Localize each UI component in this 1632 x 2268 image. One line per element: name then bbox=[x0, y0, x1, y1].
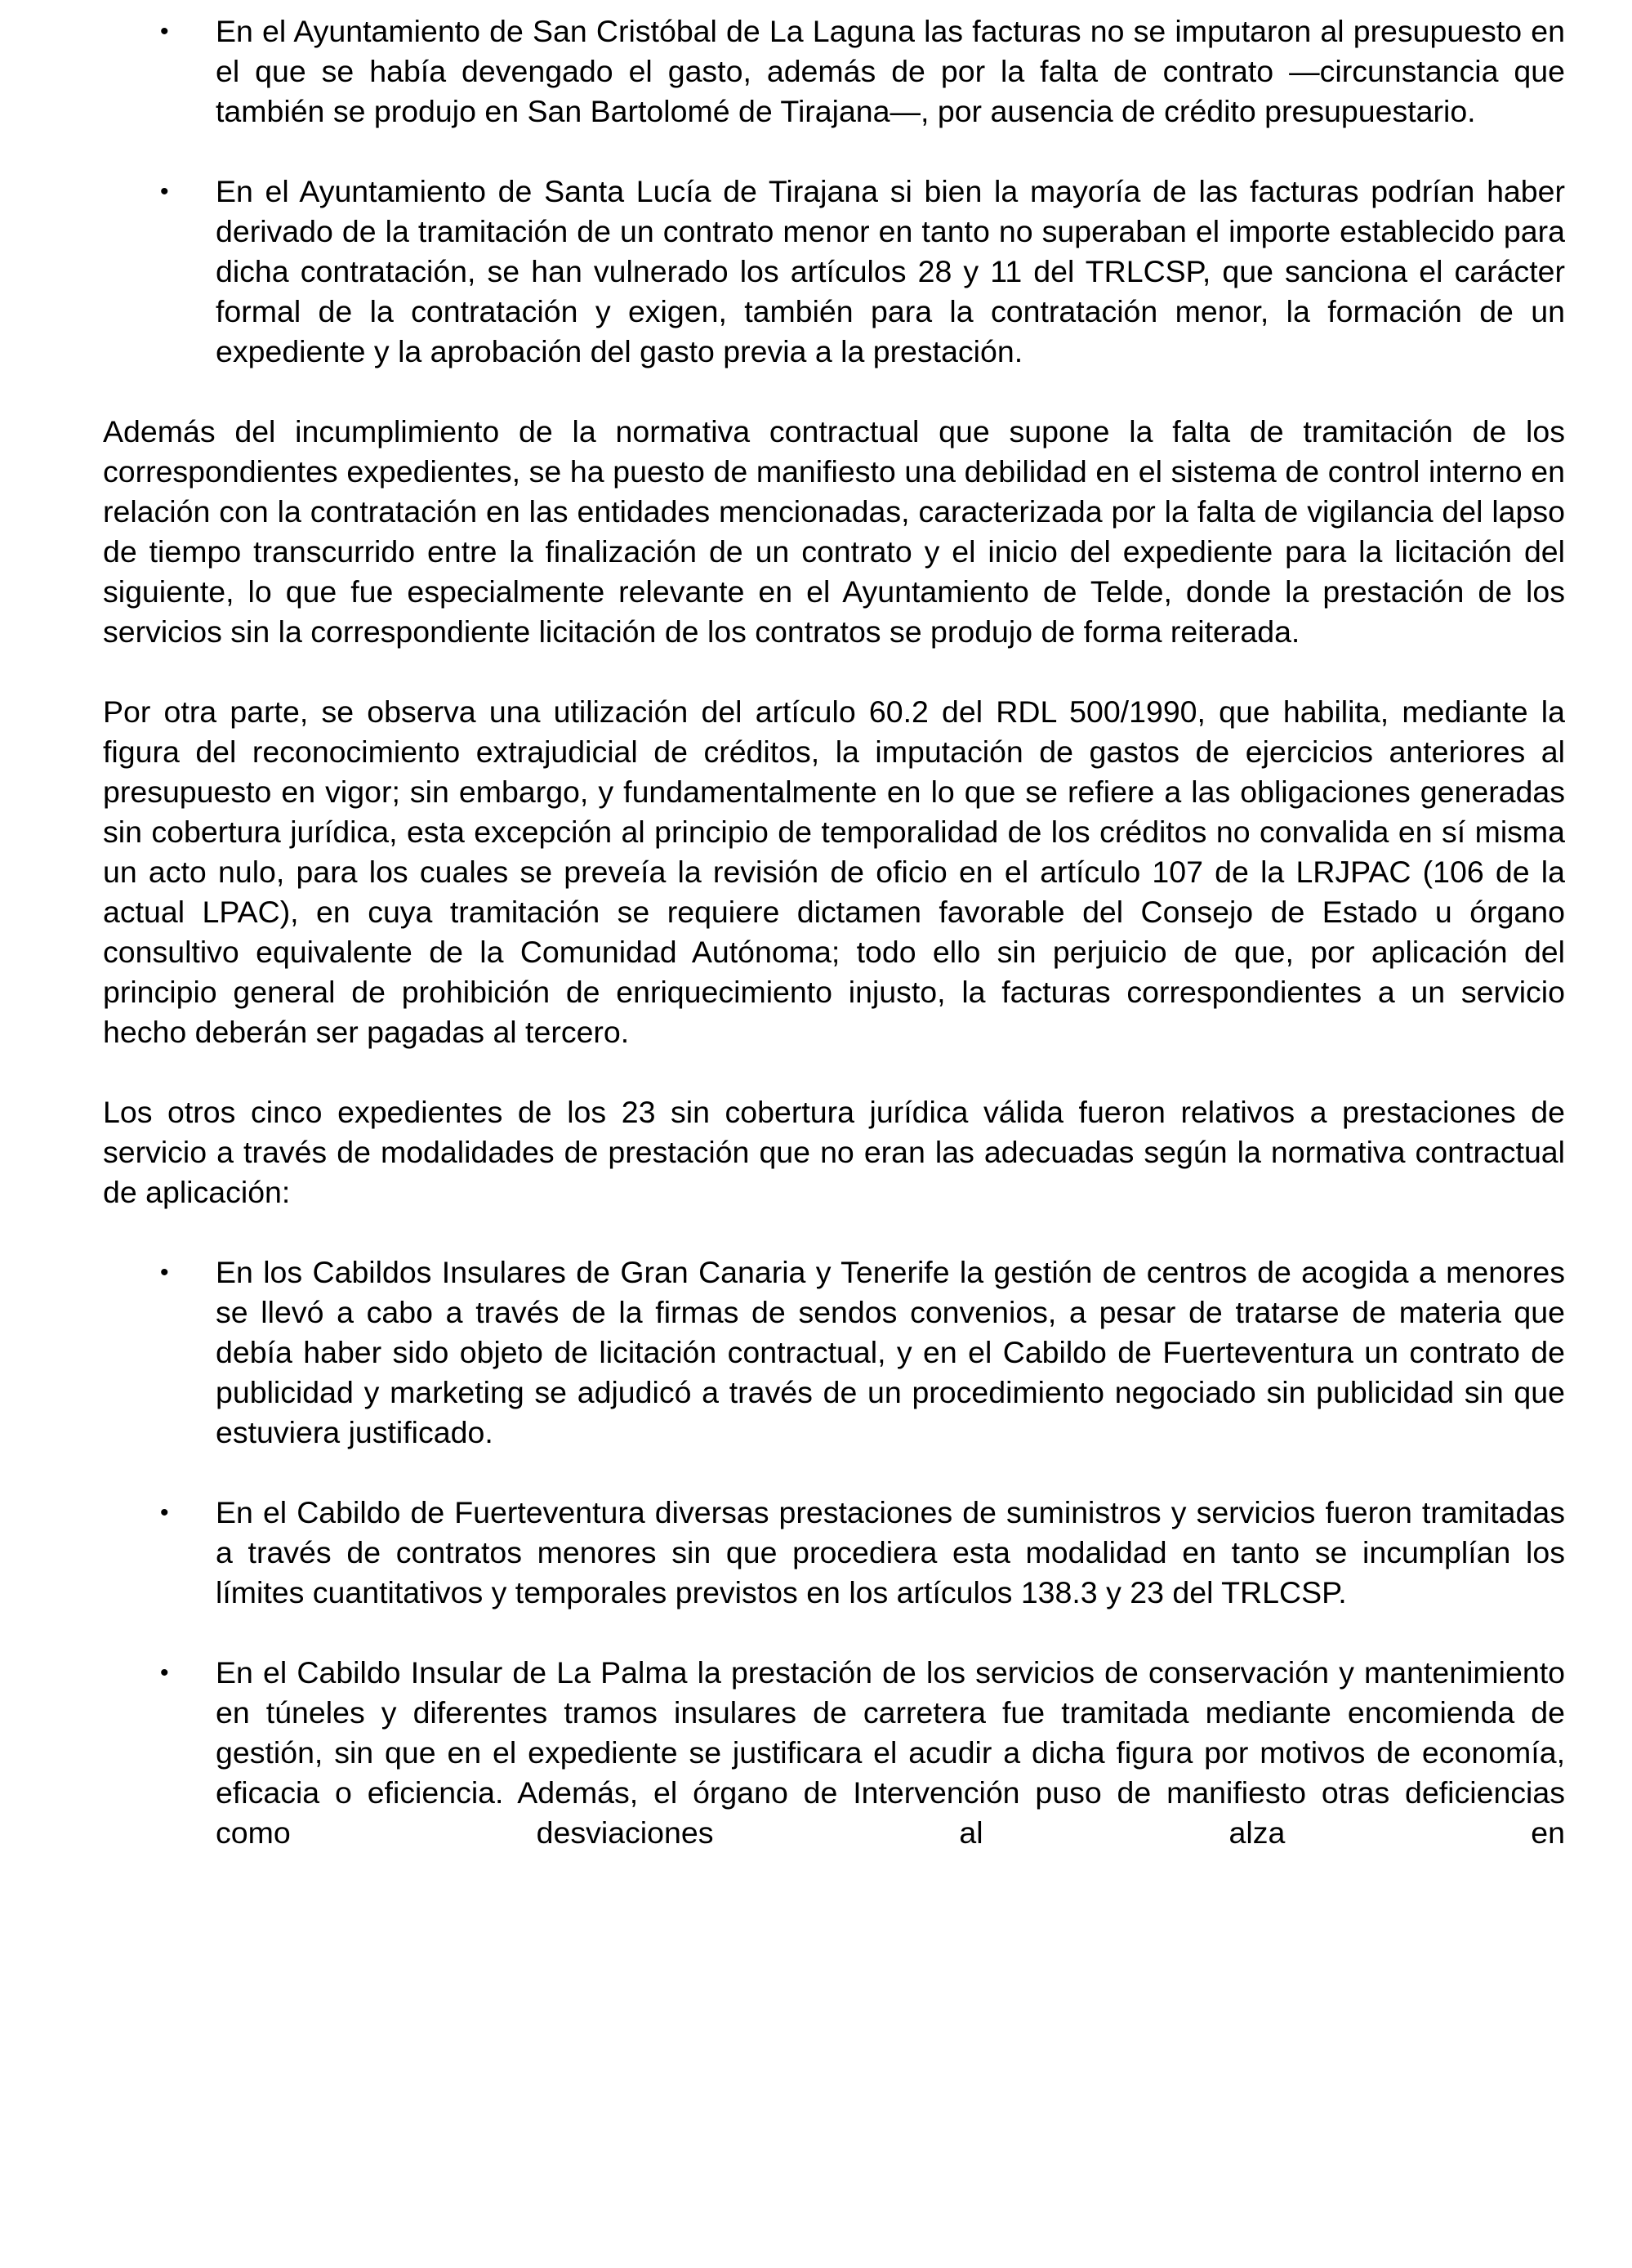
bullet-list-ayuntamientos bbox=[103, 11, 1565, 372]
bullet-icon: • bbox=[160, 1659, 169, 1686]
list-item bbox=[103, 1252, 1565, 1453]
list-item-text: En el Ayuntamiento de Santa Lucía de Tirajana si bien la mayoría de las facturas podrían haber derivado de la tramitación de un contrato menor en tanto no superaban el importe establecido para dicha contratación, se han vulnerado los artículos 28 y 11 del TRLCSP, que sanciona el carácter formal de la contratación y exigen, también para la contratación menor, la formación de un expediente y la aprobación del gasto previa a la prestación. bbox=[216, 174, 1565, 368]
bullet-icon: • bbox=[160, 178, 169, 205]
list-item bbox=[103, 11, 1565, 132]
bullet-list-cabildos bbox=[103, 1252, 1565, 1853]
paragraph: Además del incumplimiento de la normativa contractual que supone la falta de tramitación de los correspondientes expedientes, se ha puesto de manifiesto una debilidad en el sistema de control interno en relación con la contratación en las entidades mencionadas, caracterizada por la falta de vigilancia del lapso de tiempo transcurrido entre la finalización de un contrato y el inicio del expediente para la licitación del siguiente, lo que fue especialmente relevante en el Ayuntamiento de Telde, donde la prestación de los servicios sin la correspondiente licitación de los contratos se produjo de forma reiterada. bbox=[103, 414, 1565, 649]
document-body bbox=[103, 11, 1565, 1893]
list-item-text: En el Cabildo Insular de La Palma la prestación de los servicios de conservación y mantenimiento en túneles y diferentes tramos insulares de carretera fue tramitada mediante encomienda de gestión, sin que en el expediente se justificara el acudir a dicha figura por motivos de economía, eficacia o eficiencia. Además, el órgano de Intervención puso de manifiesto otras deficiencias como desviaciones al alza en bbox=[216, 1655, 1565, 1850]
list-item-text: En el Cabildo de Fuerteventura diversas prestaciones de suministros y servicios fueron tramitadas a través de contratos menores sin que procediera esta modalidad en tanto se incumplían los límites cuantitativos y temporales previstos en los artículos 138.3 y 23 del TRLCSP. bbox=[216, 1495, 1565, 1609]
list-item bbox=[103, 1493, 1565, 1613]
paragraph: Por otra parte, se observa una utilización del artículo 60.2 del RDL 500/1990, que habilita, mediante la figura del reconocimiento extrajudicial de créditos, la imputación de gastos de ejercicios anteriores al presupuesto en vigor; sin embargo, y fundamentalmente en lo que se refiere a las obligaciones generadas sin cobertura jurídica, esta excepción al principio de temporalidad de los créditos no convalida en sí misma un acto nulo, para los cuales se preveía la revisión de oficio en el artículo 107 de la LRJPAC (106 de la actual LPAC), en cuya tramitación se requiere dictamen favorable del Consejo de Estado u órgano consultivo equivalente de la Comunidad Autónoma; todo ello sin perjuicio de que, por aplicación del principio general de prohibición de enriquecimiento injusto, la facturas correspondientes a un servicio hecho deberán ser pagadas al tercero. bbox=[103, 694, 1565, 1049]
bullet-icon: • bbox=[160, 1259, 169, 1286]
bullet-icon: • bbox=[160, 18, 169, 45]
list-item-text: En los Cabildos Insulares de Gran Canaria y Tenerife la gestión de centros de acogida a menores se llevó a cabo a través de la firmas de sendos convenios, a pesar de tratarse de materia que debía haber sido objeto de licitación contractual, y en el Cabildo de Fuerteventura un contrato de publicidad y marketing se adjudicó a través de un procedimiento negociado sin publicidad sin que estuviera justificado. bbox=[216, 1255, 1565, 1449]
list-item bbox=[103, 1653, 1565, 1853]
list-item-text: En el Ayuntamiento de San Cristóbal de La Laguna las facturas no se imputaron al presupuesto en el que se había devengado el gasto, además de por la falta de contrato —circunstancia que también se produjo en San Bartolomé de Tirajana—, por ausencia de crédito presupuestario. bbox=[216, 14, 1565, 128]
bullet-icon: • bbox=[160, 1499, 169, 1526]
list-item bbox=[103, 172, 1565, 372]
paragraph: Los otros cinco expedientes de los 23 sin cobertura jurídica válida fueron relativos a prestaciones de servicio a través de modalidades de prestación que no eran las adecuadas según la normativa contractual de aplicación: bbox=[103, 1095, 1565, 1209]
